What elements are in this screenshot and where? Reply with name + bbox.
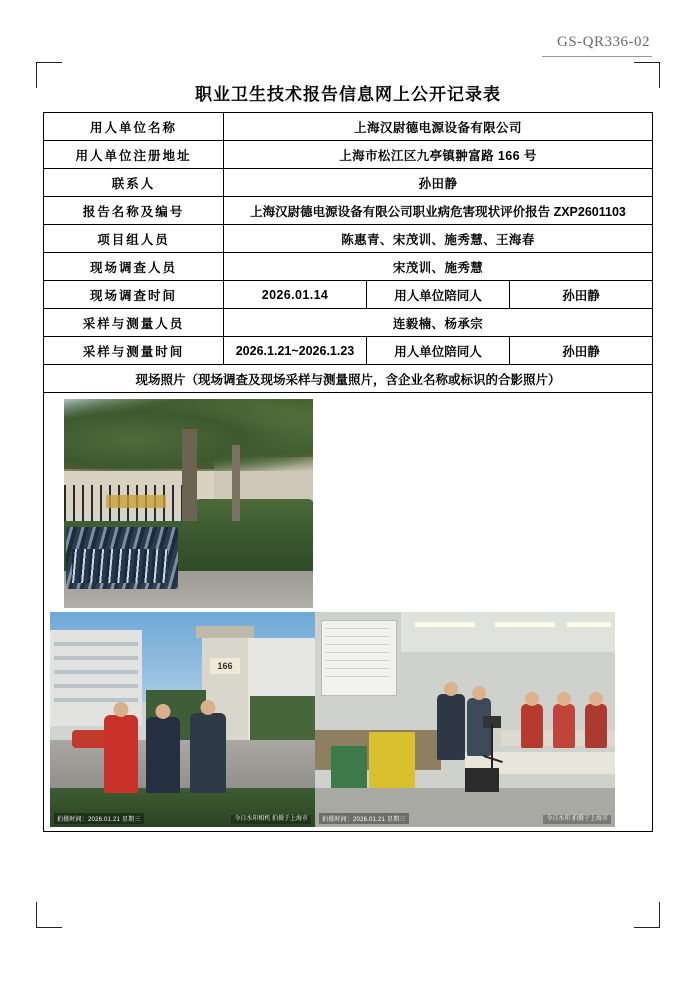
row-label: 联系人	[44, 169, 224, 197]
table-row	[44, 197, 653, 225]
gate-bicycles-photo	[64, 399, 313, 608]
sampling-staff-value: 连毅楠、杨承宗	[224, 309, 653, 337]
photo-gallery	[50, 393, 646, 831]
photo-row-bottom	[50, 608, 646, 831]
document-code-underline	[542, 56, 652, 57]
table-row	[44, 169, 653, 197]
row-label: 现场调查人员	[44, 253, 224, 281]
photo-cell	[44, 393, 653, 832]
document-code: GS-QR336-02	[556, 34, 650, 50]
accompany-label: 用人单位陪同人	[367, 337, 510, 365]
accompany-value: 孙田静	[510, 281, 653, 309]
row-value: 宋茂训、施秀慧	[224, 253, 653, 281]
table-row-photo-header	[44, 365, 653, 393]
row-label: 采样与测量人员	[44, 309, 224, 337]
row-label: 用人单位注册地址	[44, 141, 224, 169]
photo-section-title: 现场照片（现场调查及现场采样与测量照片，含企业名称或标识的合影照片）	[44, 365, 653, 393]
photo-row-top	[50, 393, 646, 608]
row-label: 用人单位名称	[44, 113, 224, 141]
table-row	[44, 225, 653, 253]
workshop-sampling-photo	[315, 612, 615, 827]
table-row-survey-time	[44, 281, 653, 309]
table-row	[44, 141, 653, 169]
photo-watermark: 今日水印 拍摄于上海市	[543, 815, 611, 825]
row-value: 上海汉尉德电源设备有限公司	[224, 113, 653, 141]
table-row-sampling-time	[44, 337, 653, 365]
row-value: 孙田静	[224, 169, 653, 197]
table-row-photos	[44, 393, 653, 832]
table-row	[44, 253, 653, 281]
table-row	[44, 113, 653, 141]
table-row-sampling-staff	[44, 309, 653, 337]
row-value: 上海汉尉德电源设备有限公司职业病危害现状评价报告 ZXP2601103	[224, 197, 653, 225]
record-table	[43, 112, 653, 832]
photo-timestamp: 拍摄时间：2026.01.21 星期三	[54, 813, 144, 824]
photo-timestamp: 拍摄时间：2026.01.21 星期三	[319, 813, 409, 824]
row-label: 项目组人员	[44, 225, 224, 253]
sampling-time-value: 2026.1.21~2026.1.23	[224, 337, 367, 365]
page-title: 职业卫生技术报告信息网上公开记录表	[195, 85, 501, 104]
row-label: 报告名称及编号	[44, 197, 224, 225]
survey-time-value: 2026.01.14	[224, 281, 367, 309]
row-value: 上海市松江区九亭镇翀富路 166 号	[224, 141, 653, 169]
accompany-value: 孙田静	[510, 337, 653, 365]
row-label: 现场调查时间	[44, 281, 224, 309]
row-label: 采样与测量时间	[44, 337, 224, 365]
group-at-gate-photo: 166 拍摄时间：2026.01.21 星期三 今日水印相机 拍摄于上海市	[50, 612, 315, 827]
photo-watermark: 今日水印相机 拍摄于上海市	[231, 815, 311, 825]
row-value: 陈惠青、宋茂训、施秀慧、王海春	[224, 225, 653, 253]
accompany-label: 用人单位陪同人	[367, 281, 510, 309]
